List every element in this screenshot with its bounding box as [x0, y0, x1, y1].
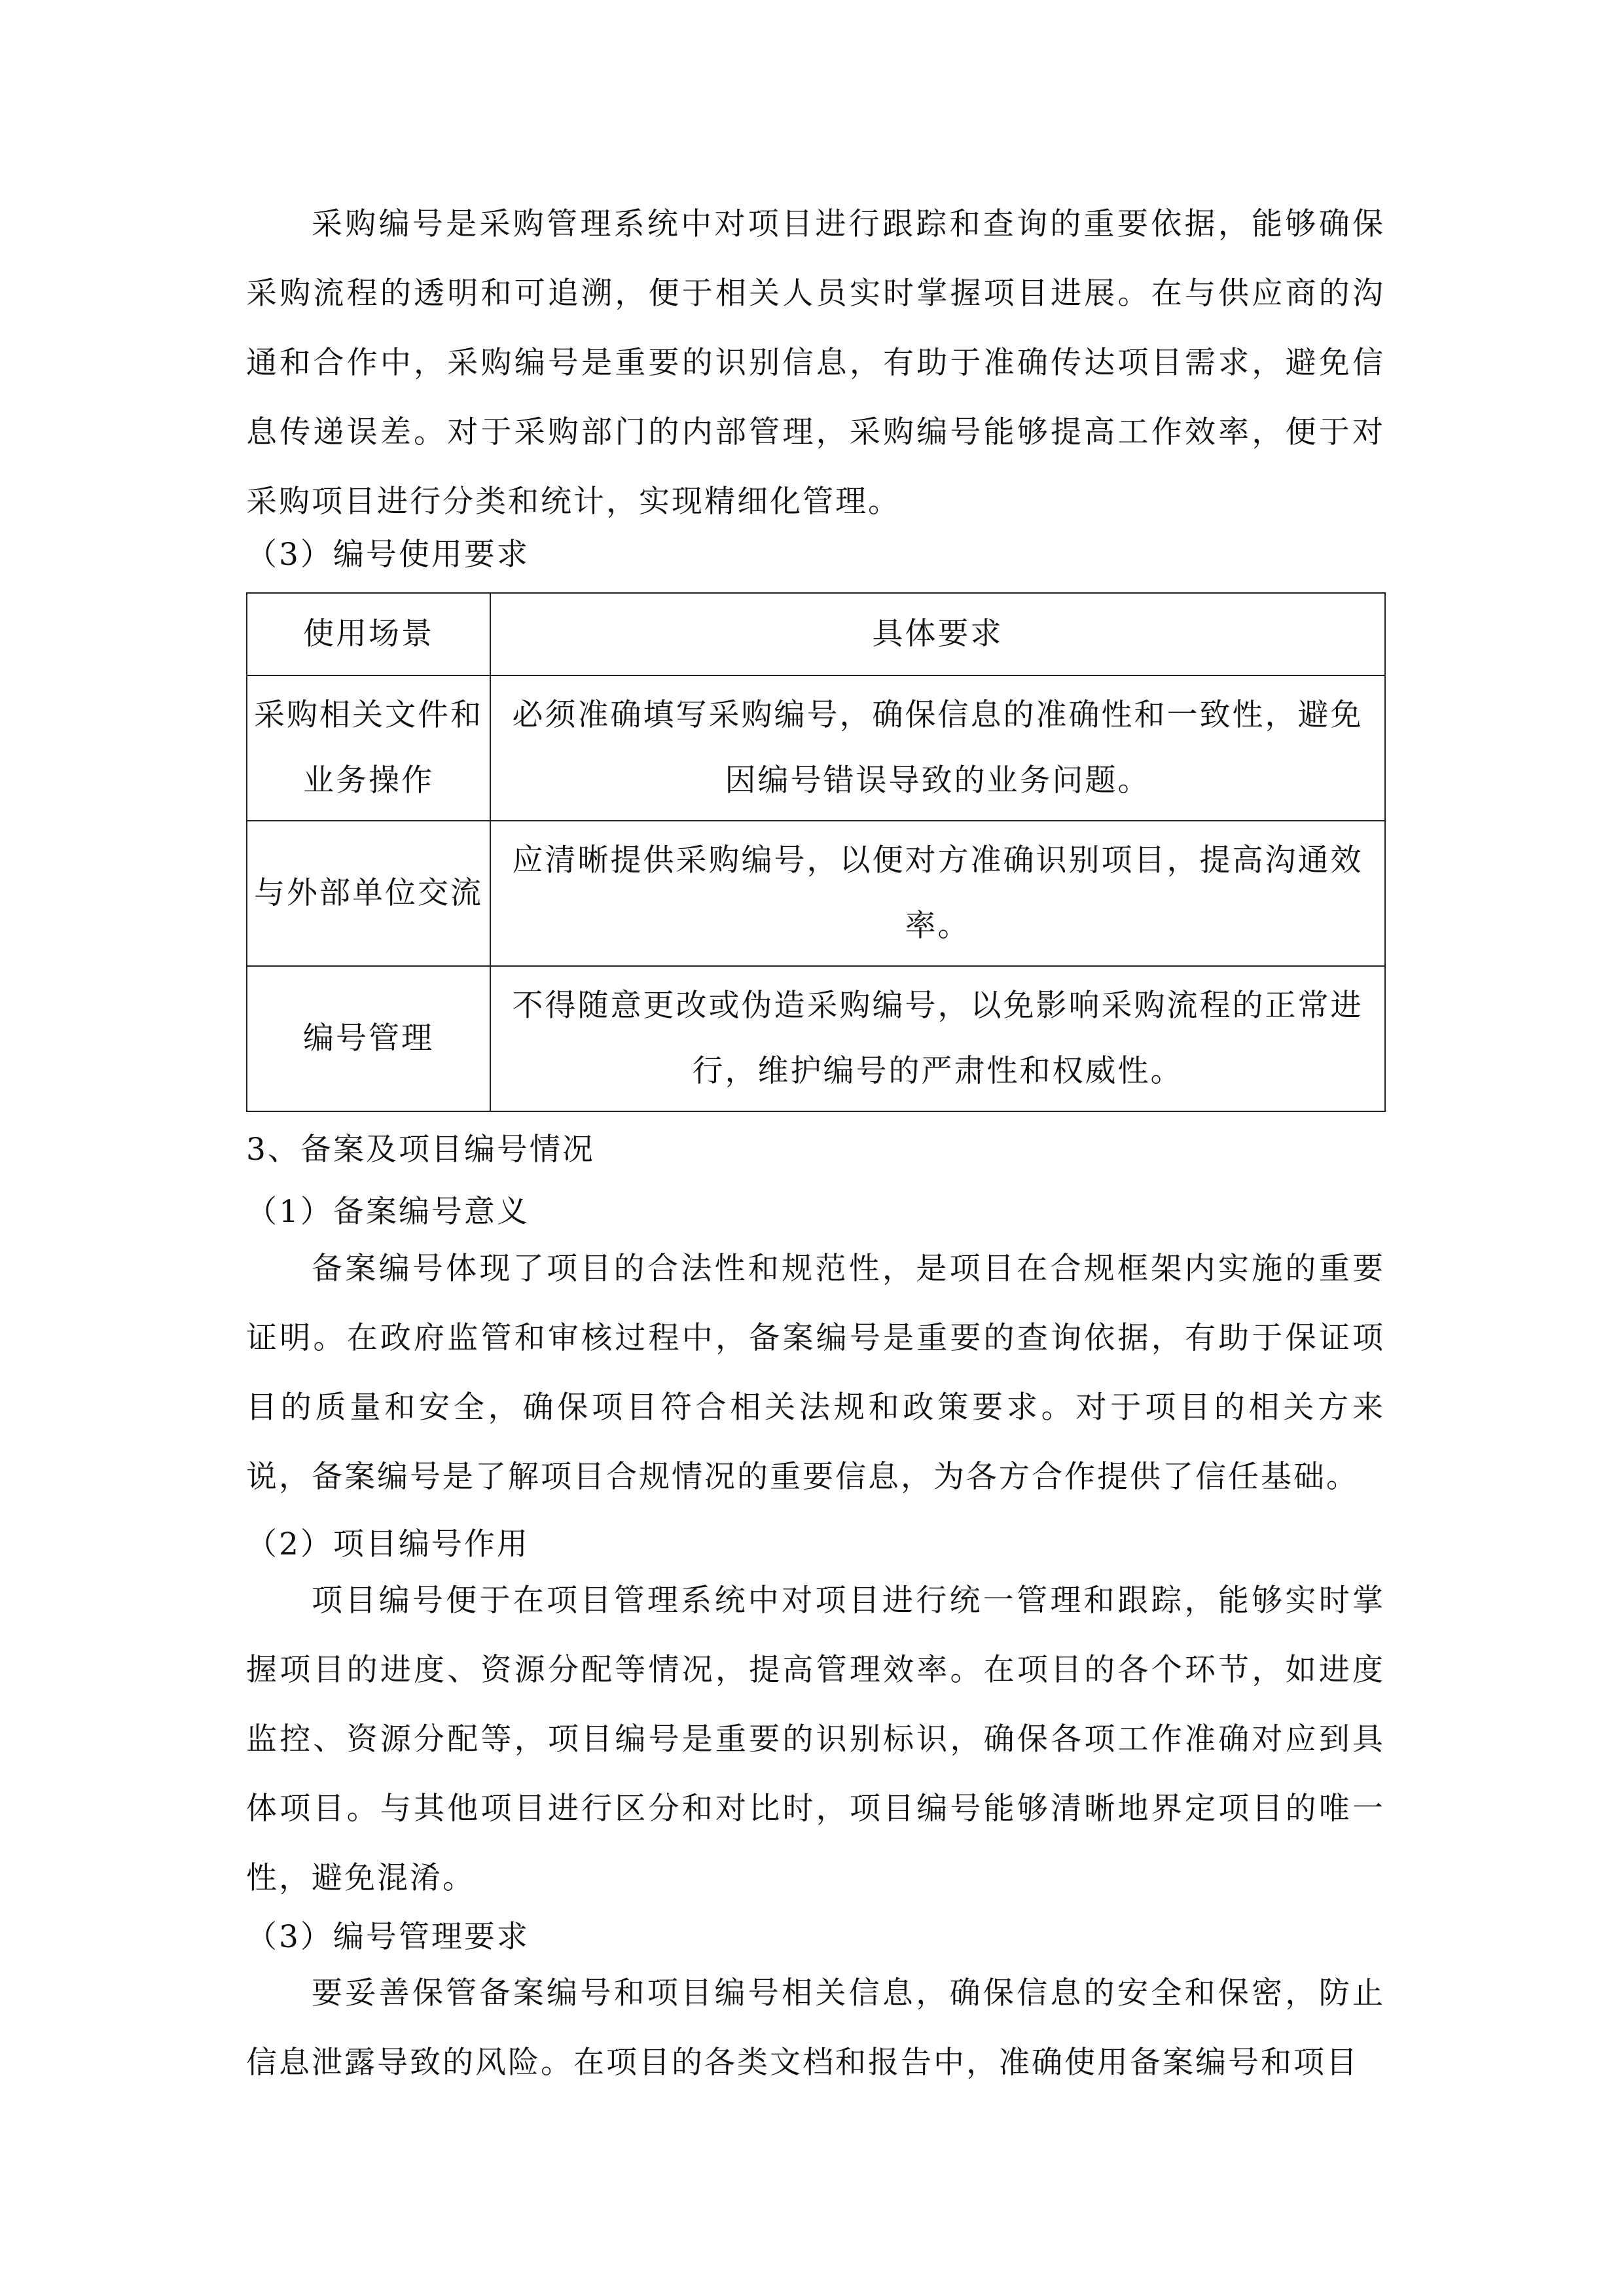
header-scene: 使用场景: [247, 593, 490, 675]
section3-heading-block: [246, 1130, 1385, 1170]
sub3-heading: （3）编号管理要求: [246, 1919, 530, 1955]
sub1-heading-block: [246, 1193, 1385, 1232]
table-row: [247, 821, 1385, 966]
row-requirement: 必须准确填写采购编号，确保信息的准确性和一致性，避免因编号错误导致的业务问题。: [490, 675, 1385, 821]
sub2-paragraph-block: [246, 1566, 1385, 1913]
sub3-paragraph: 要妥善保管备案编号和项目编号相关信息，确保信息的安全和保密，防止信息泄露导致的风险。在项目的各类文档和报告中，准确使用备案编号和项目: [246, 1975, 1385, 2081]
table-row: [247, 675, 1385, 821]
row-scene: 与外部单位交流: [247, 821, 490, 966]
row-requirement: 应清晰提供采购编号，以便对方准确识别项目，提高沟通效率。: [490, 821, 1385, 966]
table-row: [247, 966, 1385, 1111]
sub2-heading: （2）项目编号作用: [246, 1526, 530, 1562]
row-requirement: 不得随意更改或伪造采购编号，以免影响采购流程的正常进行，维护编号的严肃性和权威性。: [490, 966, 1385, 1111]
row-scene: 编号管理: [247, 966, 490, 1111]
sub1-paragraph: 备案编号体现了项目的合法性和规范性，是项目在合规框架内实施的重要证明。在政府监管和审核过程中，备案编号是重要的查询依据，有助于保证项目的质量和安全，确保项目符合相关法规和政策要求。对于项目的相关方来说，备案编号是了解项目合规情况的重要信息，为各方合作提供了信任基础。: [246, 1251, 1385, 1495]
sub2-paragraph: 项目编号便于在项目管理系统中对项目进行统一管理和跟踪，能够实时掌握项目的进度、资源分配等情况，提高管理效率。在项目的各个环节，如进度监控、资源分配等，项目编号是重要的识别标识，确保各项工作准确对应到具体项目。与其他项目进行区分和对比时，项目编号能够清晰地界定项目的唯一性，避免混淆。: [246, 1583, 1385, 1896]
table-header-row: [247, 593, 1385, 675]
sub1-paragraph-block: [246, 1234, 1385, 1512]
usage-heading-block: [246, 535, 1385, 575]
header-requirement: 具体要求: [490, 593, 1385, 675]
intro-paragraph: 采购编号是采购管理系统中对项目进行跟踪和查询的重要依据，能够确保采购流程的透明和可追溯，便于相关人员实时掌握项目进展。在与供应商的沟通和合作中，采购编号是重要的识别信息，有助于准确传达项目需求，避免信息传递误差。对于采购部门的内部管理，采购编号能够提高工作效率，便于对采购项目进行分类和统计，实现精细化管理。: [246, 206, 1385, 520]
sub2-heading-block: [246, 1525, 1385, 1564]
usage-requirements-table: [246, 592, 1386, 1112]
sub1-heading: （1）备案编号意义: [246, 1194, 530, 1230]
row-scene: 采购相关文件和业务操作: [247, 675, 490, 821]
sub3-heading-block: [246, 1918, 1385, 1957]
intro-block: [246, 190, 1385, 537]
section3-heading: 3、备案及项目编号情况: [246, 1132, 595, 1168]
usage-heading: （3）编号使用要求: [246, 537, 530, 573]
sub3-paragraph-block: [246, 1959, 1385, 2098]
